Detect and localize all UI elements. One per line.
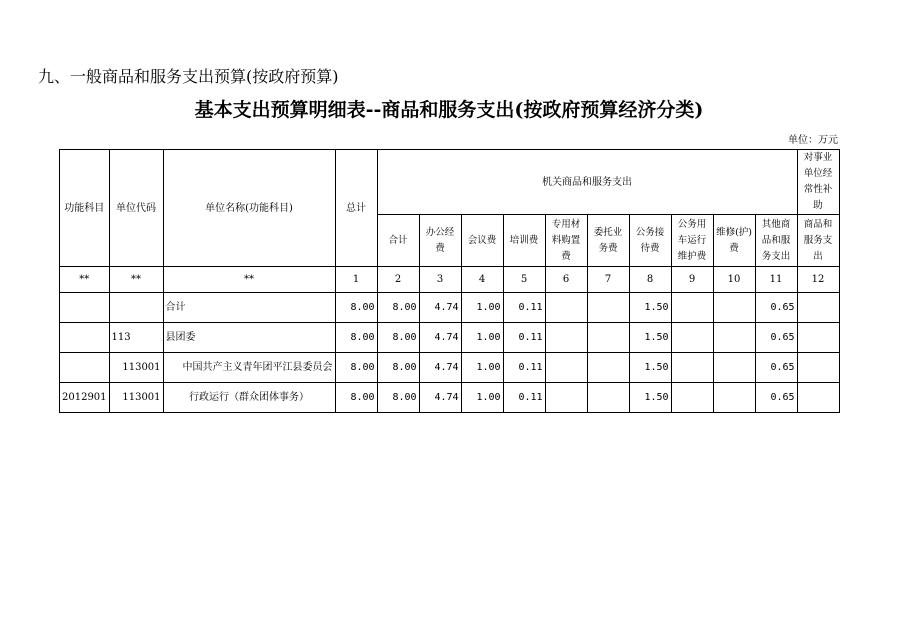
cell-func: 2012901 (60, 383, 110, 413)
cell-peixun: 0.11 (503, 383, 545, 413)
cell-qita: 0.65 (755, 383, 797, 413)
cell-heji: 8.00 (377, 353, 419, 383)
cell-huiyi: 1.00 (461, 383, 503, 413)
cell-bangong: 4.74 (419, 383, 461, 413)
cell-heji: 8.00 (377, 383, 419, 413)
index-cell: 9 (671, 267, 713, 293)
header-unit-name: 单位名称(功能科目) (163, 150, 335, 267)
header-col-qita: 其他商品和服务支出 (755, 215, 797, 267)
cell-huiyi: 1.00 (461, 323, 503, 353)
header-col-shangpin: 商品和服务支出 (797, 215, 839, 267)
cell-qita: 0.65 (755, 353, 797, 383)
cell-gongche (671, 323, 713, 353)
header-col-bangong: 办公经费 (419, 215, 461, 267)
index-row (60, 267, 840, 293)
index-cell: 5 (503, 267, 545, 293)
page-title: 基本支出预算明细表--商品和服务支出(按政府预算经济分类) (194, 99, 704, 121)
cell-name: 行政运行（群众团体事务） (163, 383, 335, 413)
cell-bangong: 4.74 (419, 293, 461, 323)
header-group-agency: 机关商品和服务支出 (377, 150, 797, 215)
cell-gongche (671, 353, 713, 383)
cell-weixiu (713, 383, 755, 413)
cell-code: 113001 (109, 383, 163, 413)
cell-total: 8.00 (335, 323, 377, 353)
cell-weituo (587, 383, 629, 413)
cell-code (109, 293, 163, 323)
cell-name: 中国共产主义青年团平江县委员会 (163, 353, 335, 383)
cell-heji: 8.00 (377, 323, 419, 353)
cell-gongche (671, 383, 713, 413)
header-group-subsidy: 对事业单位经常性补助 (797, 150, 839, 215)
header-func-code: 功能科目 (60, 150, 110, 267)
cell-weituo (587, 323, 629, 353)
cell-peixun: 0.11 (503, 323, 545, 353)
table-row (60, 293, 840, 323)
index-cell: 2 (377, 267, 419, 293)
budget-table (59, 149, 840, 413)
cell-huiyi: 1.00 (461, 293, 503, 323)
header-col-heji: 合计 (377, 215, 419, 267)
index-cell: 11 (755, 267, 797, 293)
cell-code: 113 (109, 323, 163, 353)
cell-shangpin (797, 383, 839, 413)
cell-heji: 8.00 (377, 293, 419, 323)
cell-name: 合计 (163, 293, 335, 323)
header-col-jiedai: 公务接待费 (629, 215, 671, 267)
index-cell: 6 (545, 267, 587, 293)
header-col-huiyi: 会议费 (461, 215, 503, 267)
header-total: 总计 (335, 150, 377, 267)
cell-jiedai: 1.50 (629, 353, 671, 383)
cell-peixun: 0.11 (503, 293, 545, 323)
cell-bangong: 4.74 (419, 353, 461, 383)
table-row (60, 353, 840, 383)
cell-weixiu (713, 353, 755, 383)
header-col-gongche: 公务用车运行维护费 (671, 215, 713, 267)
cell-cailiao (545, 293, 587, 323)
cell-weixiu (713, 293, 755, 323)
table-row (60, 323, 840, 353)
header-col-peixun: 培训费 (503, 215, 545, 267)
cell-code: 113001 (109, 353, 163, 383)
cell-cailiao (545, 323, 587, 353)
cell-weixiu (713, 323, 755, 353)
cell-func (60, 293, 110, 323)
cell-func (60, 323, 110, 353)
cell-name: 县团委 (163, 323, 335, 353)
cell-total: 8.00 (335, 383, 377, 413)
cell-bangong: 4.74 (419, 323, 461, 353)
index-cell: 10 (713, 267, 755, 293)
index-cell: 1 (335, 267, 377, 293)
index-cell: ** (163, 267, 335, 293)
cell-shangpin (797, 353, 839, 383)
header-unit-code: 单位代码 (109, 150, 163, 267)
cell-qita: 0.65 (755, 323, 797, 353)
cell-peixun: 0.11 (503, 353, 545, 383)
cell-huiyi: 1.00 (461, 353, 503, 383)
cell-gongche (671, 293, 713, 323)
table-row (60, 383, 840, 413)
cell-shangpin (797, 293, 839, 323)
section-title: 九、一般商品和服务支出预算(按政府预算) (38, 67, 339, 86)
cell-total: 8.00 (335, 293, 377, 323)
header-col-cailiao: 专用材料购置费 (545, 215, 587, 267)
index-cell: 4 (461, 267, 503, 293)
unit-label: 单位：万元 (788, 135, 838, 146)
index-cell: 7 (587, 267, 629, 293)
index-cell: ** (60, 267, 110, 293)
header-col-weituo: 委托业务费 (587, 215, 629, 267)
cell-jiedai: 1.50 (629, 383, 671, 413)
index-cell: 8 (629, 267, 671, 293)
cell-weituo (587, 353, 629, 383)
header-col-weixiu: 维修(护)费 (713, 215, 755, 267)
index-cell: ** (109, 267, 163, 293)
index-cell: 12 (797, 267, 839, 293)
cell-weituo (587, 293, 629, 323)
cell-cailiao (545, 383, 587, 413)
cell-shangpin (797, 323, 839, 353)
index-cell: 3 (419, 267, 461, 293)
cell-jiedai: 1.50 (629, 293, 671, 323)
cell-cailiao (545, 353, 587, 383)
cell-qita: 0.65 (755, 293, 797, 323)
cell-func (60, 353, 110, 383)
cell-total: 8.00 (335, 353, 377, 383)
cell-jiedai: 1.50 (629, 323, 671, 353)
